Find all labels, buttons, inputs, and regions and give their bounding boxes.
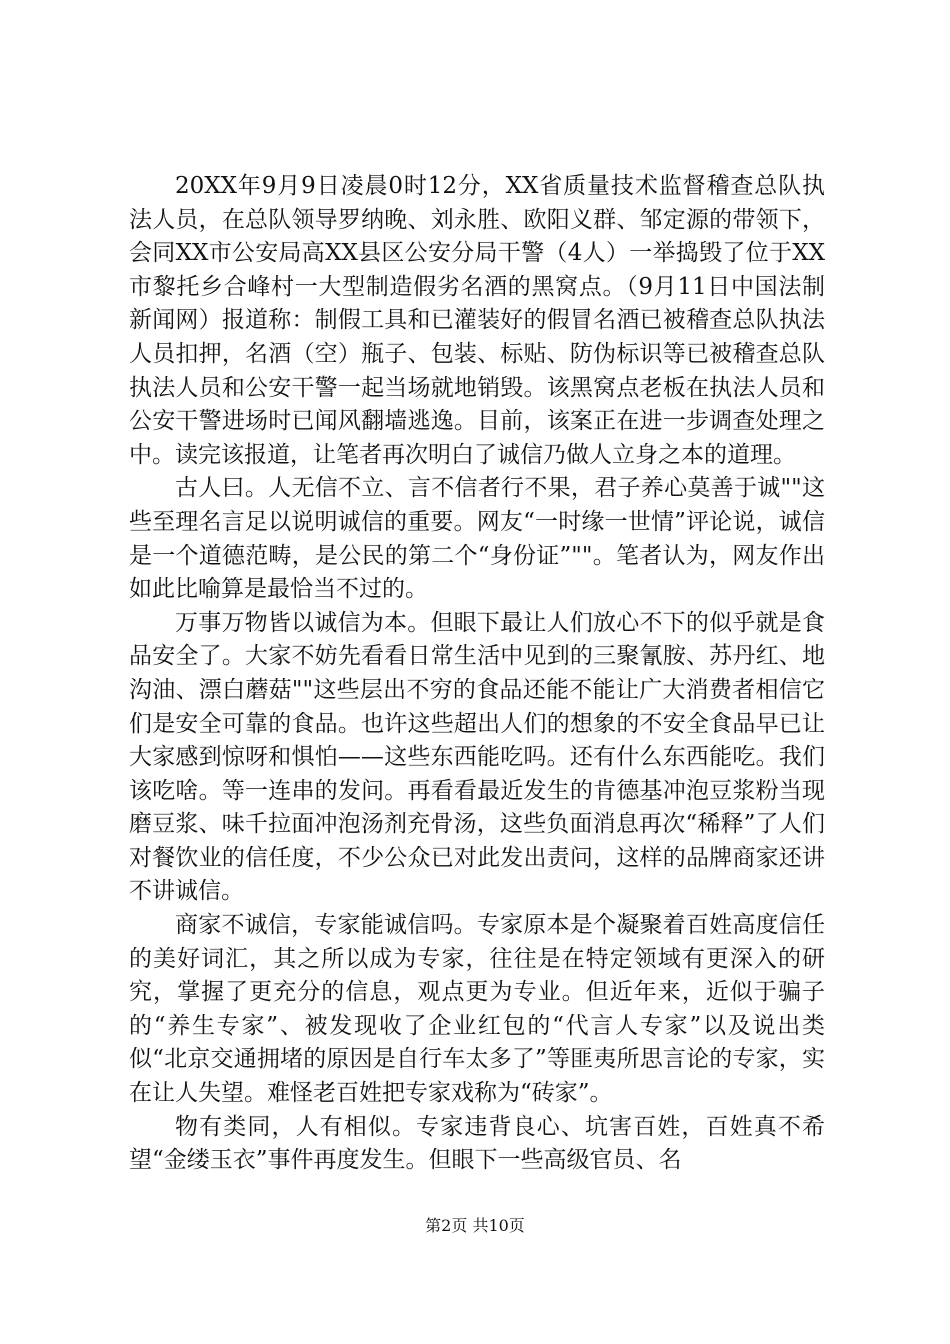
paragraph-2: 古人曰。人无信不立、言不信者行不果，君子养心莫善于诚""这些至理名言足以说明诚信的重要。网友“一时缘一世情”评论说，诚信是一个道德范畴，是公民的第二个“身份证”""。笔者认为，网友作出如此比喻算是最恰当不过的。 (129, 475, 825, 603)
paragraph-3: 万事万物皆以诚信为本。但眼下最让人们放心不下的似乎就是食品安全了。大家不妨先看看日常生活中见到的三聚氰胺、苏丹红、地沟油、漂白蘑菇""这些层出不穷的食品还能不能让广大消费者相信它们是安全可靠的食品。也许这些超出人们的想象的不安全食品早已让大家感到惊呀和惧怕——这些东西能吃吗。还有什么东西能吃。我们该吃啥。等一连串的发问。再看看最近发生的肯德基冲泡豆浆粉当现磨豆浆、味千拉面冲泡汤剂充骨汤，这些负面消息再次“稀释”了人们对餐饮业的信任度，不少公众已对此发出责问，这样的品牌商家还讲不讲诚信。 (129, 609, 825, 905)
paragraph-5: 物有类同，人有相似。专家违背良心、坑害百姓，百姓真不希望“金缕玉衣”事件再度发生。但眼下一些高级官员、名 (129, 1113, 825, 1174)
paragraph-4: 商家不诚信，专家能诚信吗。专家原本是个凝聚着百姓高度信任的美好词汇，其之所以成为专家，往往是在特定领域有更深入的研究，掌握了更充分的信息，观点更为专业。但近年来，近似于骗子的“养生专家”、被发现收了企业红包的“代言人专家”以及说出类似“北京交通拥堵的原因是自行车太多了”等匪夷所思言论的专家，实在让人失望。难怪老百姓把专家戏称为“砖家”。 (129, 912, 825, 1107)
article-body (129, 170, 825, 1178)
paragraph-1: 20XX年9月9日凌晨0时12分，XX省质量技术监督稽查总队执法人员，在总队领导罗纳晚、刘永胜、欧阳义群、邹定源的带领下，会同XX市公安局高XX县区公安分局干警（4人）一举捣毁了位于XX市黎托乡合峰村一大型制造假劣名酒的黑窝点。（9月11日中国法制新闻网）报道称：制假工具和已灌装好的假冒名酒已被稽查总队执法人员扣押，名酒（空）瓶子、包装、标贴、防伪标识等已被稽查总队执法人员和公安干警一起当场就地销毁。该黑窝点老板在执法人员和公安干警进场时已闻风翻墙逃逸。目前，该案正在进一步调查处理之中。读完该报道，让笔者再次明白了诚信乃做人立身之本的道理。 (129, 173, 825, 468)
page-number-footer: 第2页 共10页 (425, 1216, 525, 1235)
